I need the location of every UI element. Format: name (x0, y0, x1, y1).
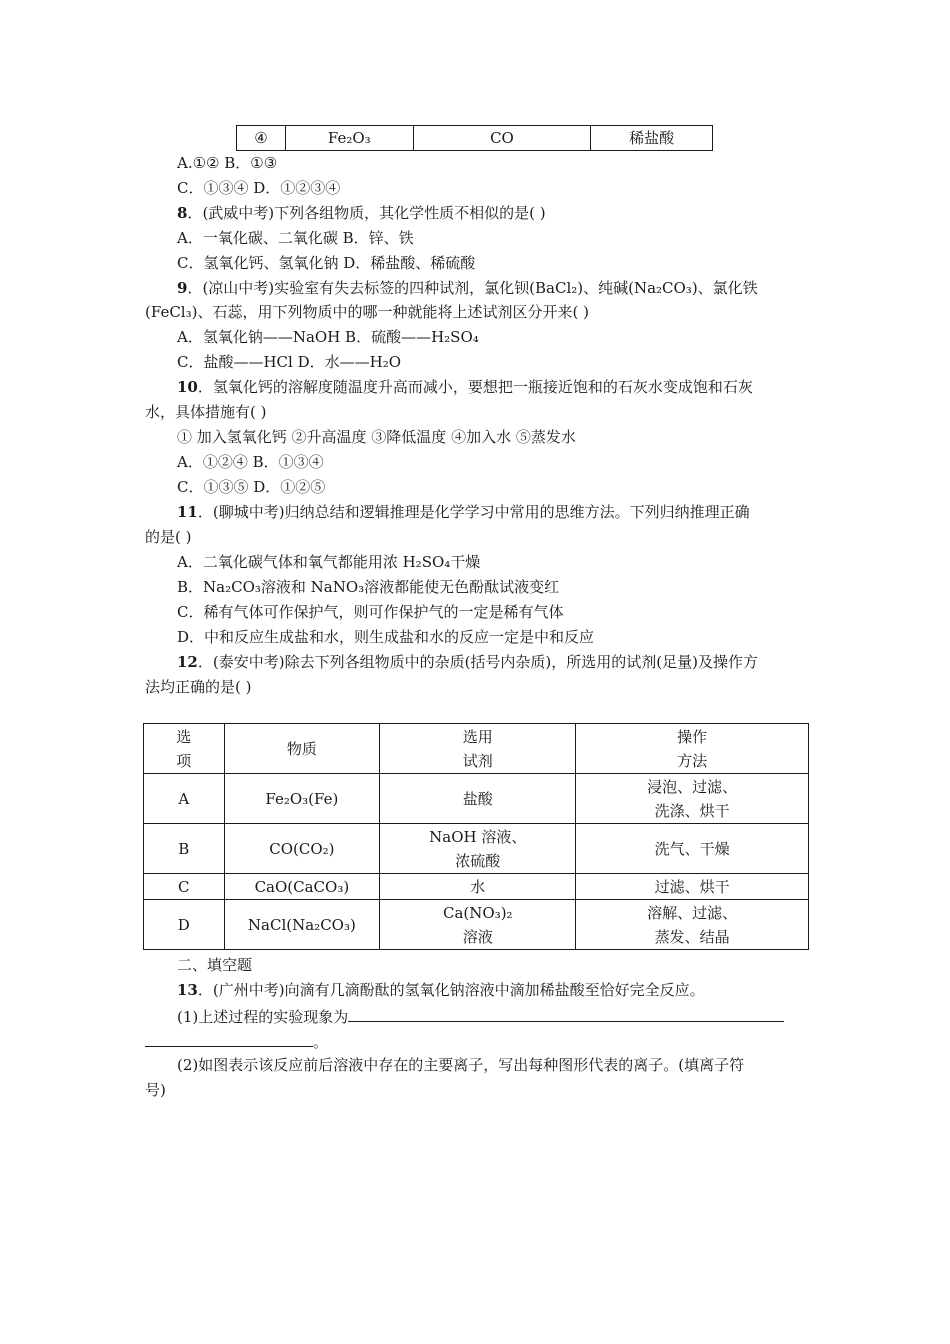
table-row (144, 774, 809, 824)
table-cell: C (144, 874, 225, 900)
q10-stem-line2: 水，具体措施有( ) (145, 403, 267, 421)
table-cell: D (144, 900, 225, 950)
table-row (237, 126, 713, 151)
q11-stem-line1 (177, 502, 750, 522)
q10-measures: ① 加入氢氧化钙 ②升高温度 ③降低温度 ④加入水 ⑤蒸发水 (177, 428, 576, 446)
q10-options-ab: A．①②④ B．①③④ (177, 453, 324, 471)
table-cell: A (144, 774, 225, 824)
table-cell: B (144, 824, 225, 874)
table-cell: 浸泡、过滤、 洗涤、烘干 (576, 774, 809, 824)
table-cell: 稀盐酸 (591, 126, 713, 151)
q7-options-cd: C．①③④ D．①②③④ (177, 179, 341, 197)
q12-stem-line1 (177, 652, 758, 672)
table-cell: NaCl(Na₂CO₃) (224, 900, 380, 950)
table-row (144, 824, 809, 874)
q13-part1: (1)上述过程的实验现象为 (177, 1005, 784, 1027)
q10-stem-line1 (177, 377, 753, 397)
table-header-row (144, 724, 809, 774)
table-cell: 溶解、过滤、 蒸发、结晶 (576, 900, 809, 950)
answer-blank[interactable] (145, 1030, 313, 1047)
q11-option-c: C．稀有气体可作保护气，则可作保护气的一定是稀有气体 (177, 603, 564, 621)
table-row (144, 900, 809, 950)
table-cell: 洗气、干燥 (576, 824, 809, 874)
q9-options-ab: A．氢氧化钠——NaOH B．硫酸——H₂SO₄ (177, 328, 479, 346)
table-cell: Fe₂O₃ (285, 126, 413, 151)
section-heading: 二、填空题 (177, 956, 253, 974)
question-text: ．(广州中考)向滴有几滴酚酞的氢氧化钠溶液中滴加稀盐酸至恰好完全反应。 (197, 981, 705, 999)
table-cell: Fe₂O₃(Fe) (224, 774, 380, 824)
q8-options-cd: C．氢氧化钙、氢氧化钠 D．稀盐酸、稀硫酸 (177, 254, 476, 272)
q7-options-ab: A.①② B．①③ (177, 154, 278, 172)
q8-stem (177, 203, 546, 223)
question-text: ．(聊城中考)归纳总结和逻辑推理是化学学习中常用的思维方法。下列归纳推理正确 (197, 503, 750, 521)
table-header-cell: 选用 试剂 (380, 724, 576, 774)
q9-options-cd: C．盐酸——HCl D．水——H₂O (177, 353, 402, 371)
table-cell: NaOH 溶液、 浓硫酸 (380, 824, 576, 874)
q11-option-a: A．二氧化碳气体和氧气都能用浓 H₂SO₄干燥 (177, 553, 481, 571)
question-number: 9 (177, 279, 188, 297)
table-row (144, 874, 809, 900)
top-table (236, 125, 713, 151)
table-cell: Ca(NO₃)₂ 溶液 (380, 900, 576, 950)
question-number: 11 (177, 503, 198, 521)
table-header-cell: 操作 方法 (576, 724, 809, 774)
table-cell: CO(CO₂) (224, 824, 380, 874)
q13-part1-continued: 。 (145, 1030, 328, 1052)
q13-part2-line2: 号) (145, 1081, 166, 1099)
question-number: 10 (177, 378, 198, 396)
table-cell: CO (413, 126, 591, 151)
q12-table (143, 723, 809, 950)
q13-stem (177, 980, 705, 1000)
q11-stem-line2: 的是( ) (145, 528, 192, 546)
table-cell: 过滤、烘干 (576, 874, 809, 900)
answer-blank[interactable] (348, 1005, 784, 1022)
q10-options-cd: C．①③⑤ D．①②⑤ (177, 478, 326, 496)
question-text: ．(泰安中考)除去下列各组物质中的杂质(括号内杂质)，所选用的试剂(足量)及操作方 (197, 653, 758, 671)
question-text: ．(武威中考)下列各组物质，其化学性质不相似的是( ) (187, 204, 546, 222)
q11-option-d: D．中和反应生成盐和水，则生成盐和水的反应一定是中和反应 (177, 628, 595, 646)
table-header-cell: 选 项 (144, 724, 225, 774)
table-cell: CaO(CaCO₃) (224, 874, 380, 900)
table-cell: 水 (380, 874, 576, 900)
table-header-cell: 物质 (224, 724, 380, 774)
q11-option-b: B．Na₂CO₃溶液和 NaNO₃溶液都能使无色酚酞试液变红 (177, 578, 560, 596)
q9-stem-line1 (177, 278, 758, 298)
question-number: 8 (177, 204, 188, 222)
table-cell: ④ (237, 126, 286, 151)
q12-stem-line2: 法均正确的是( ) (145, 678, 252, 696)
question-number: 13 (177, 981, 198, 999)
question-text: ．氢氧化钙的溶解度随温度升高而减小，要想把一瓶接近饱和的石灰水变成饱和石灰 (197, 378, 753, 396)
question-number: 12 (177, 653, 198, 671)
q9-stem-line2: (FeCl₃)、石蕊，用下列物质中的哪一种就能将上述试剂区分开来( ) (145, 303, 589, 321)
q13-part2-line1: (2)如图表示该反应前后溶液中存在的主要离子，写出每种图形代表的离子。(填离子符 (177, 1056, 745, 1074)
question-text: ．(凉山中考)实验室有失去标签的四种试剂，氯化钡(BaCl₂)、纯碱(Na₂CO₃)、氯化铁 (187, 279, 758, 297)
q8-options-ab: A．一氧化碳、二氧化碳 B．锌、铁 (177, 229, 414, 247)
table-cell: 盐酸 (380, 774, 576, 824)
